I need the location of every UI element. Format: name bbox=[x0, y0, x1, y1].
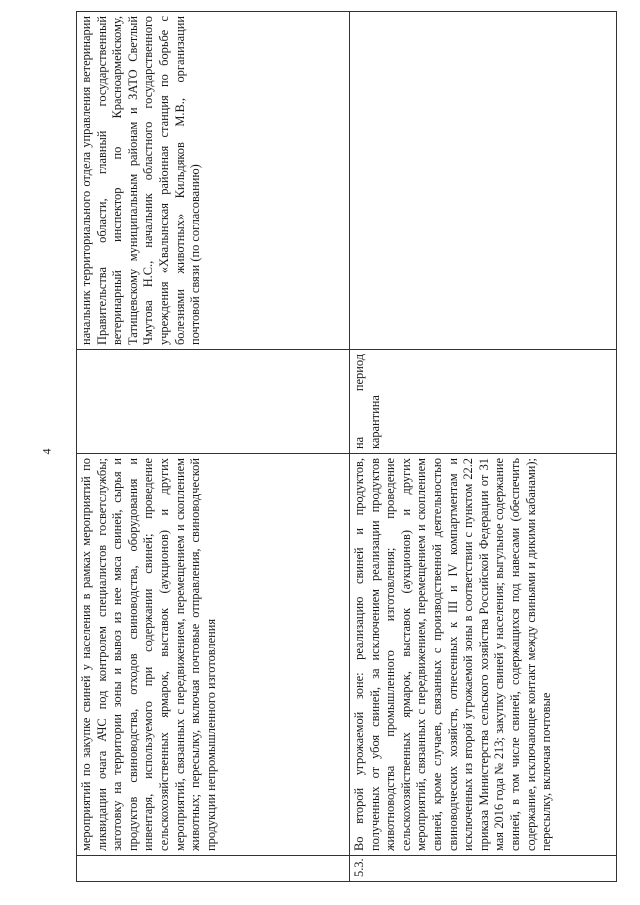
responsible-cell: начальник территориального отдела управления ветеринарии Правительства области, главный государственный ветеринарный инспектор по Красноармейскому, Татищевскому муниципальным районам и ЗАТО Светлый Чмутова Н.С., начальник областного государственного учреждения «Хвалынская районная станция по борьбе с болезнями животных» Кильдяков М.В., организации почтовой связи (по согласованию) bbox=[77, 12, 350, 350]
measures-table bbox=[76, 11, 617, 882]
measure-text-cell: мероприятий по закупке свиней у населения в рамках мероприятий по ликвидации очага АЧС под контролем специалистов госветслужбы; заготовку на территории зоны и вывоз из нее мяса свиней, сырья и продуктов свиноводства, отходов свиноводства, оборудования и инвентаря, используемого при содержании свиней; проведение сельскохозяйственных ярмарок, выставок (аукционов) и других мероприятий, связанных с передвижением, перемещением и скоплением животных; пересылку, включая почтовые отправления, свиноводческой продукции непромышленного изготовления bbox=[77, 454, 350, 856]
period-cell: на период карантина bbox=[350, 350, 617, 454]
table-row bbox=[350, 12, 617, 882]
period-cell bbox=[77, 350, 350, 454]
row-number-cell bbox=[77, 856, 350, 882]
table-row bbox=[77, 12, 350, 882]
responsible-cell bbox=[350, 12, 617, 350]
measure-text-cell: Во второй угрожаемой зоне: реализацию свиней и продуктов, полученных от убоя свиней, за исключением реализации продуктов животноводства промышленного изготовления; проведение сельскохозяйственных ярмарок, выставок (аукционов) и других мероприятий, связанных с передвижением, перемещением и скоплением свиней, кроме случаев, связанных с производственной деятельностью свиноводческих хозяйств, отнесенных к III и IV компартментам и исключенных из второй угрожаемой зоны в соответствии с пунктом 22.2 приказа Министерства сельского хозяйства Российской Федерации от 31 мая 2016 года № 213; закупку свиней у населения; выгульное содержание свиней, в том числе свиней, содержащихся под навесами (обеспечить содержание, исключающее контакт между свиньями и дикими кабанами); пересылку, включая почтовые bbox=[350, 454, 617, 856]
row-number-cell: 5.3. bbox=[350, 856, 617, 882]
page-number: 4 bbox=[39, 448, 54, 455]
rotated-page-content bbox=[76, 12, 616, 882]
